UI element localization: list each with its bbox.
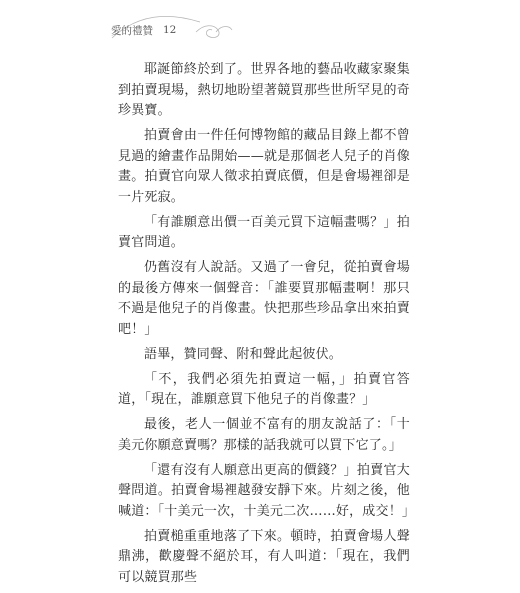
paragraph: 拍賣會由一件任何博物館的藏品目錄上都不曾見過的繪畫作品開始——就是那個老人兒子的肖像畫。拍賣官向眾人徵求拍賣底價，但是會場裡卻是一片死寂。	[118, 128, 410, 205]
paragraph: 「有誰願意出價一百美元買下這幅畫嗎？」拍賣官問道。	[118, 214, 410, 250]
running-header	[111, 20, 176, 40]
paragraph: 拍賣槌重重地落了下來。頓時，拍賣會場人聲鼎沸，歡慶聲不絕於耳，有人叫道：「現在，我們可以競買那些	[118, 528, 410, 585]
page-number: 12	[163, 24, 177, 36]
paragraph: 語畢，贊同聲、附和聲此起彼伏。	[144, 346, 343, 362]
paragraph: 「還有沒有人願意出更高的價錢？」拍賣官大聲問道。拍賣會場裡越發安靜下來。片刻之後，他喊道：「十美元一次，十美元二次……好，成交！」	[118, 462, 416, 519]
paragraph: 仍舊沒有人說話。又過了一會兒，從拍賣會場的最後方傳來一個聲音：「誰要買那幅畫啊！那只不過是他兒子的肖像畫。快把那些珍品拿出來拍賣吧！」	[118, 260, 410, 337]
paragraph: 耶誕節終於到了。世界各地的藝品收藏家聚集到拍賣現場，熱切地盼望著競買那些世所罕見的奇珍異寶。	[118, 62, 410, 118]
paragraph: 「不，我們必須先拍賣這一幅，」拍賣官答道，「現在，誰願意買下他兒子的肖像畫？」	[118, 371, 410, 407]
body-text	[118, 60, 416, 593]
paragraph: 最後，老人一個並不富有的朋友說話了：「十美元你願意賣嗎？那樣的話我就可以買下它了。」	[118, 417, 410, 453]
book-title: 愛的禮贊	[111, 24, 153, 37]
